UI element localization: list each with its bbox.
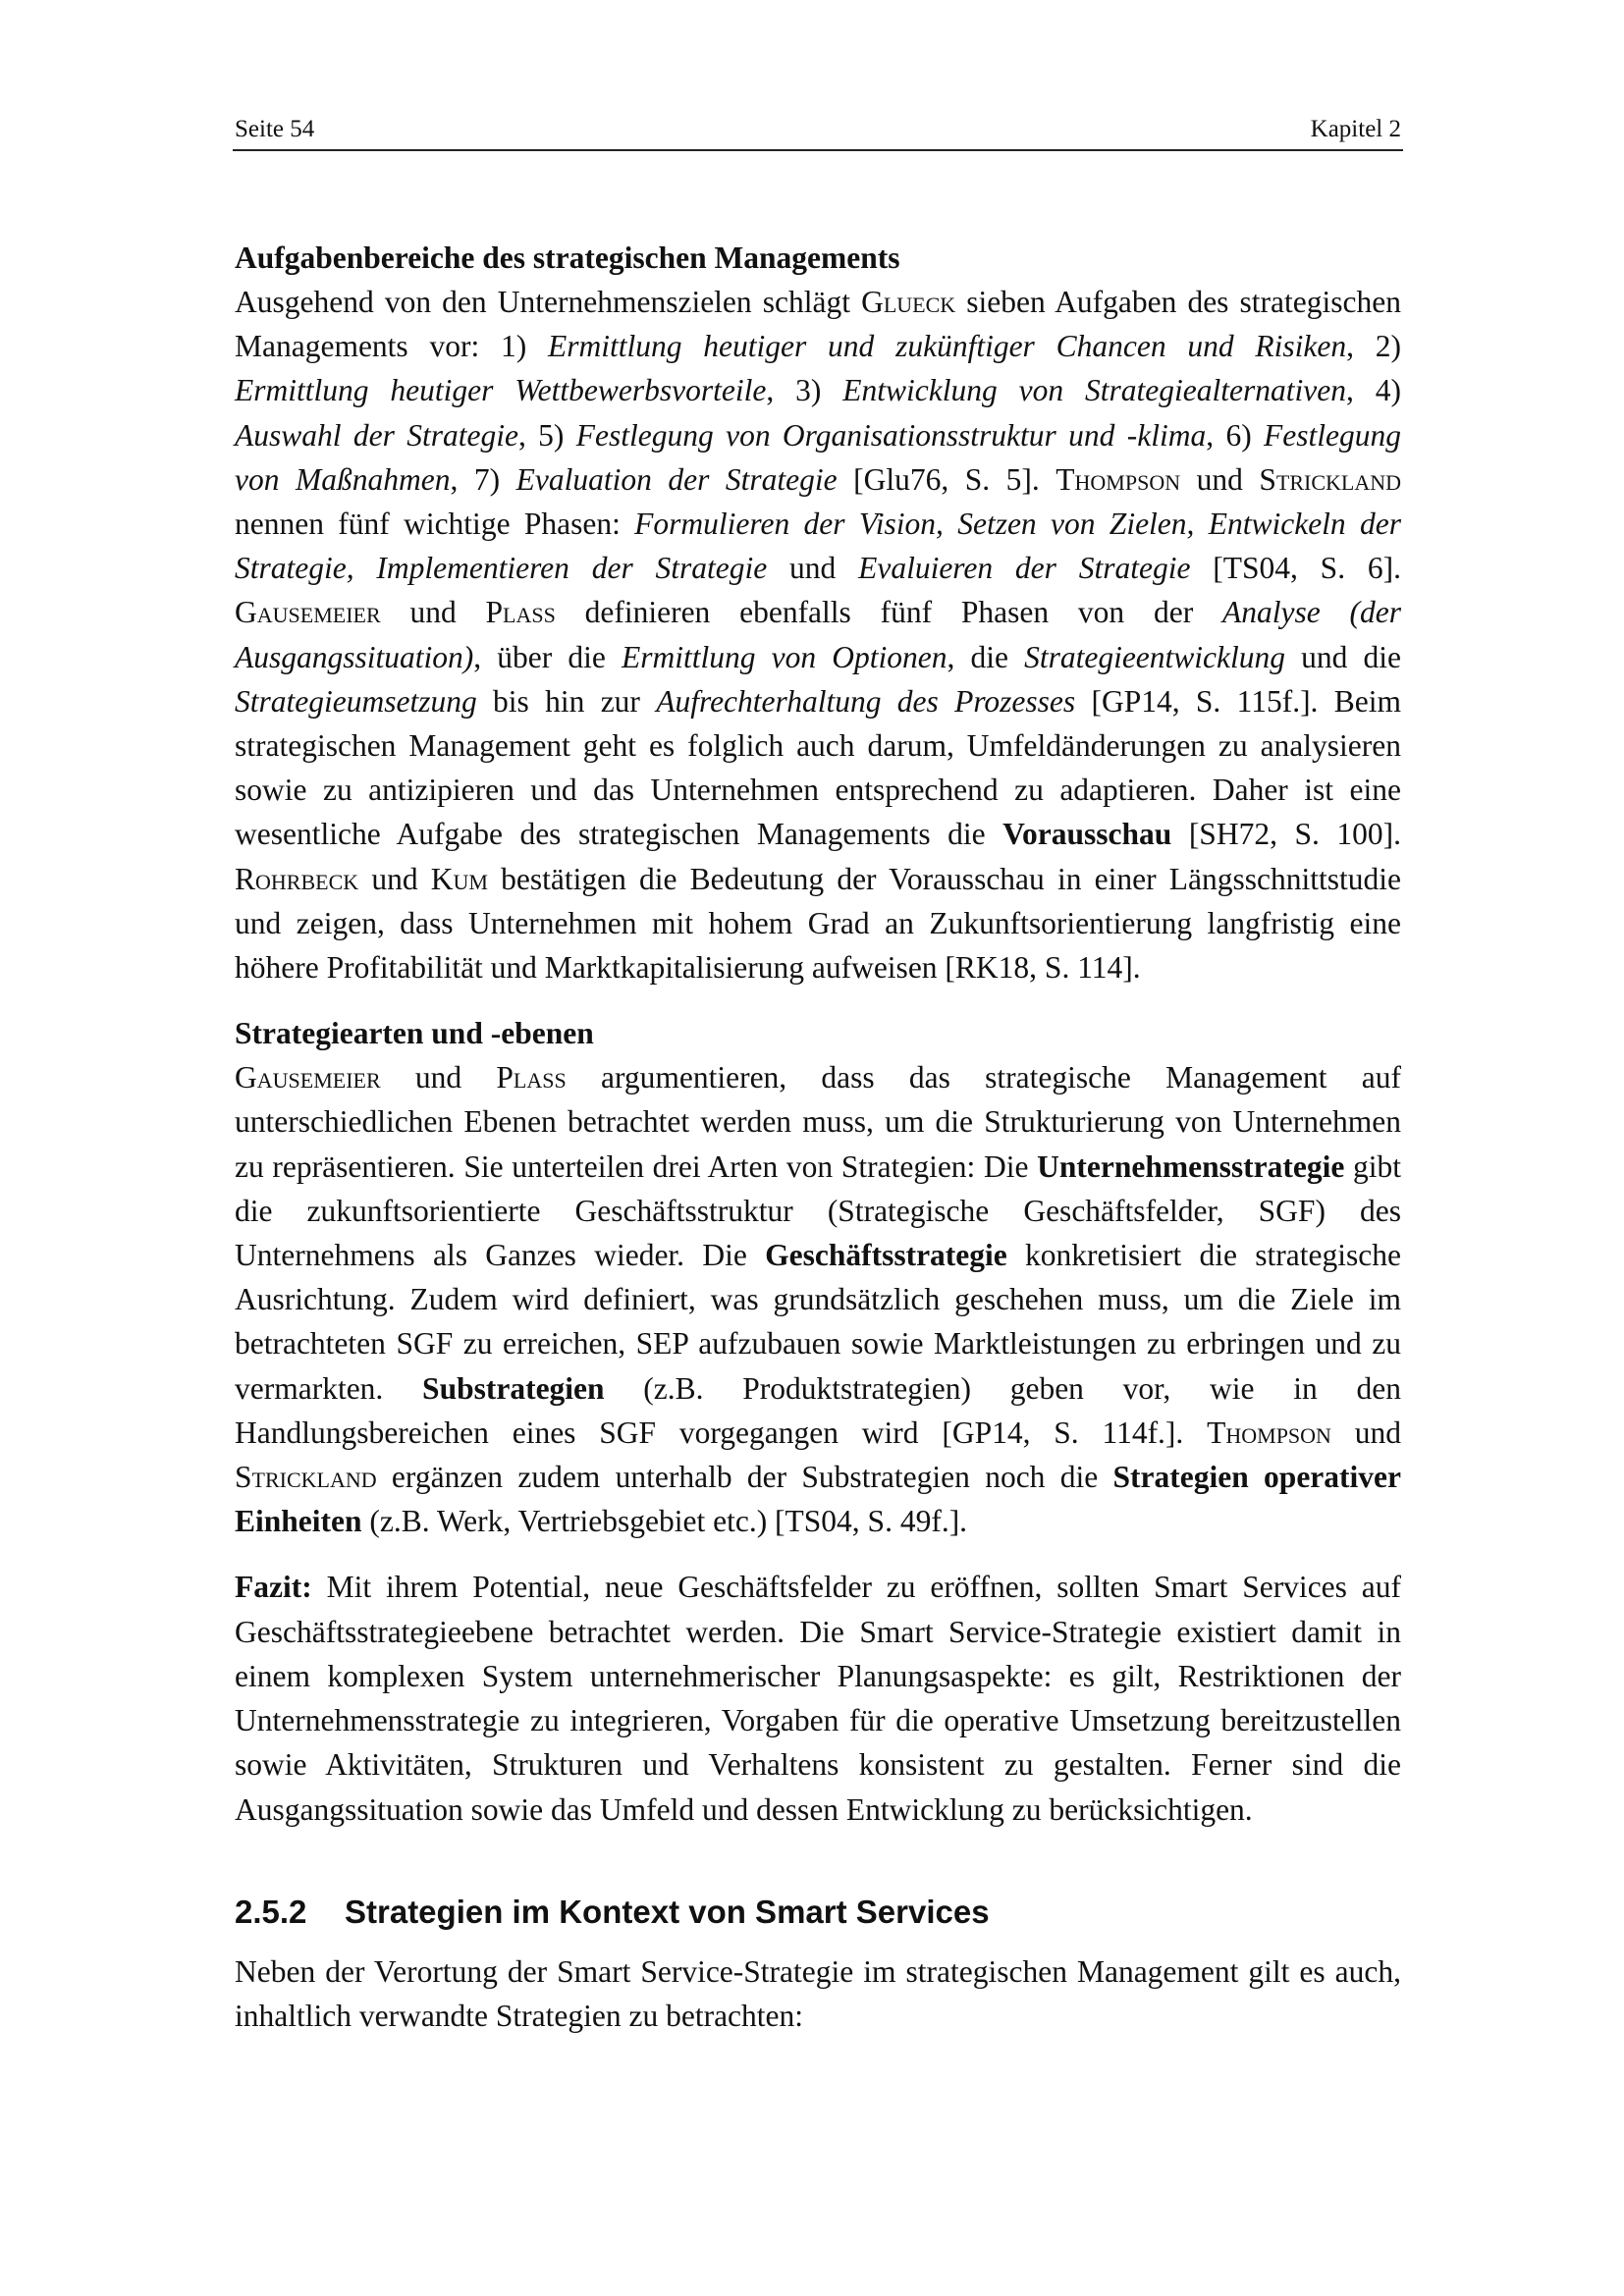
author-name: Gausemeier bbox=[235, 1060, 381, 1095]
subheading-strategiearten: Strategiearten und -ebenen bbox=[235, 1016, 594, 1051]
paragraph-strategiearten: Gausemeier und Plass argumentieren, dass das strategische Management auf unterschiedlichen Ebenen betrachtet werden muss, um die Strukturierung von Unternehmen zu repräsentieren. Sie unterteilen drei Arten von Strategien: Die Unternehmensstrategie gibt die zukunftsorientierte Geschäftsstruktur (Strategische Geschäftsfelder, SGF) des Unternehmens als Ganzes wieder. Die Geschäftsstrategie konkretisiert die strategische Ausrichtung. Zudem wird definiert, was grundsätzlich geschehen muss, um die Ziele im betrachteten SGF zu erreichen, SEP aufzubauen sowie Marktleistungen zu erbringen und zu vermarkten. Substrategien (z.B. Produktstrategien) geben vor, wie in den Handlungsbereichen eines SGF vorgegangen wird [GP14, S. 114f.]. Thompson und Strickland ergänzen zudem unterhalb der Substrategien noch die Strategien operativer Einheiten (z.B. Werk, Vertriebsgebiet etc.) [TS04, S. 49f.]. bbox=[235, 1060, 1401, 1539]
paragraph-section-intro: Neben der Verortung der Smart Service-Strategie im strategischen Management gilt es auch, inhaltlich verwandte Strategien zu betrachten: bbox=[235, 1953, 1401, 2033]
term-geschaeftsstrategie: Geschäftsstrategie bbox=[765, 1238, 1007, 1273]
subheading-aufgabenbereiche: Aufgabenbereiche des strategischen Managements bbox=[235, 240, 900, 275]
author-name: Thompson bbox=[1207, 1415, 1331, 1450]
term-vorausschau: Vorausschau bbox=[1002, 817, 1172, 852]
author-name: Plass bbox=[485, 595, 556, 630]
author-name: Rohrbeck bbox=[235, 861, 359, 896]
author-name: Plass bbox=[496, 1060, 567, 1095]
author-name: Gausemeier bbox=[235, 595, 381, 630]
term-strategien-operativer-einheiten: Strategien operativer Einheiten bbox=[235, 1460, 1401, 1539]
section-title: Strategien im Kontext von Smart Services bbox=[345, 1893, 990, 1930]
paragraph-aufgabenbereiche: Ausgehend von den Unternehmenszielen schlägt Glueck sieben Aufgaben des strategischen Managements vor: 1) Ermittlung heutiger und zukünftiger Chancen und Risiken, 2) Ermittlung heutiger Wettbewerbsvorteile, 3) Entwicklung von Strategiealternativen, 4) Auswahl der Strategie, 5) Festlegung von Organisationsstruktur und -klima, 6) Festlegung von Maßnahmen, 7) Evaluation der Strategie [Glu76, S. 5]. Thompson und Strickland nennen fünf wichtige Phasen: Formulieren der Vision, Setzen von Zielen, Entwickeln der Strategie, Implementieren der Strategie und Evaluieren der Strategie [TS04, S. 6]. Gausemeier und Plass definieren ebenfalls fünf Phasen von der Analyse (der Ausgangssituation), über die Ermittlung von Optionen, die Strategieentwicklung und die Strategieumsetzung bis hin zur Aufrechterhaltung des Prozesses [GP14, S. 115f.]. Beim strategischen Management geht es folglich auch darum, Umfeldänderungen zu analysieren sowie zu antizipieren und das Unternehmen entsprechend zu adaptieren. Daher ist eine wesentliche Aufgabe des strategischen Managements die Vorausschau [SH72, S. 100]. Rohrbeck und Kum bestätigen die Bedeutung der Vorausschau in einer Längsschnittstudie und zeigen, dass Unternehmen mit hohem Grad an Zukunftsorientierung langfristig eine höhere Profitabilität und Marktkapitalisierung aufweisen [RK18, S. 114]. bbox=[235, 285, 1402, 986]
chapter-label: Kapitel 2 bbox=[1310, 116, 1401, 142]
fazit-label: Fazit: bbox=[235, 1570, 312, 1605]
author-name: Strickland bbox=[1259, 461, 1402, 497]
section-heading bbox=[235, 1891, 1401, 1934]
term-unternehmensstrategie: Unternehmensstrategie bbox=[1037, 1148, 1345, 1184]
author-name: Thompson bbox=[1056, 461, 1181, 497]
page-header bbox=[233, 110, 1403, 151]
page-content bbox=[235, 236, 1401, 2038]
section-number: 2.5.2 bbox=[235, 1893, 307, 1930]
author-name: Strickland bbox=[235, 1460, 377, 1495]
page-number: Seite 54 bbox=[235, 116, 315, 142]
author-name: Glueck bbox=[861, 285, 956, 319]
paragraph-fazit: Fazit: Mit ihrem Potential, neue Geschäftsfelder zu eröffnen, sollten Smart Services auf Geschäftsstrategieebene betrachtet werden. Die Smart Service-Strategie existiert damit in einem komplexen System unternehmerischer Planungsaspekte: es gilt, Restriktionen der Unternehmensstrategie zu integrieren, Vorgaben für die operative Umsetzung bereitzustellen sowie Aktivitäten, Strukturen und Verhaltens konsistent zu gestalten. Ferner sind die Ausgangssituation sowie das Umfeld und dessen Entwicklung zu berücksichtigen. bbox=[235, 1570, 1401, 1827]
term-substrategien: Substrategien bbox=[422, 1370, 605, 1406]
author-name: Kum bbox=[430, 861, 488, 896]
